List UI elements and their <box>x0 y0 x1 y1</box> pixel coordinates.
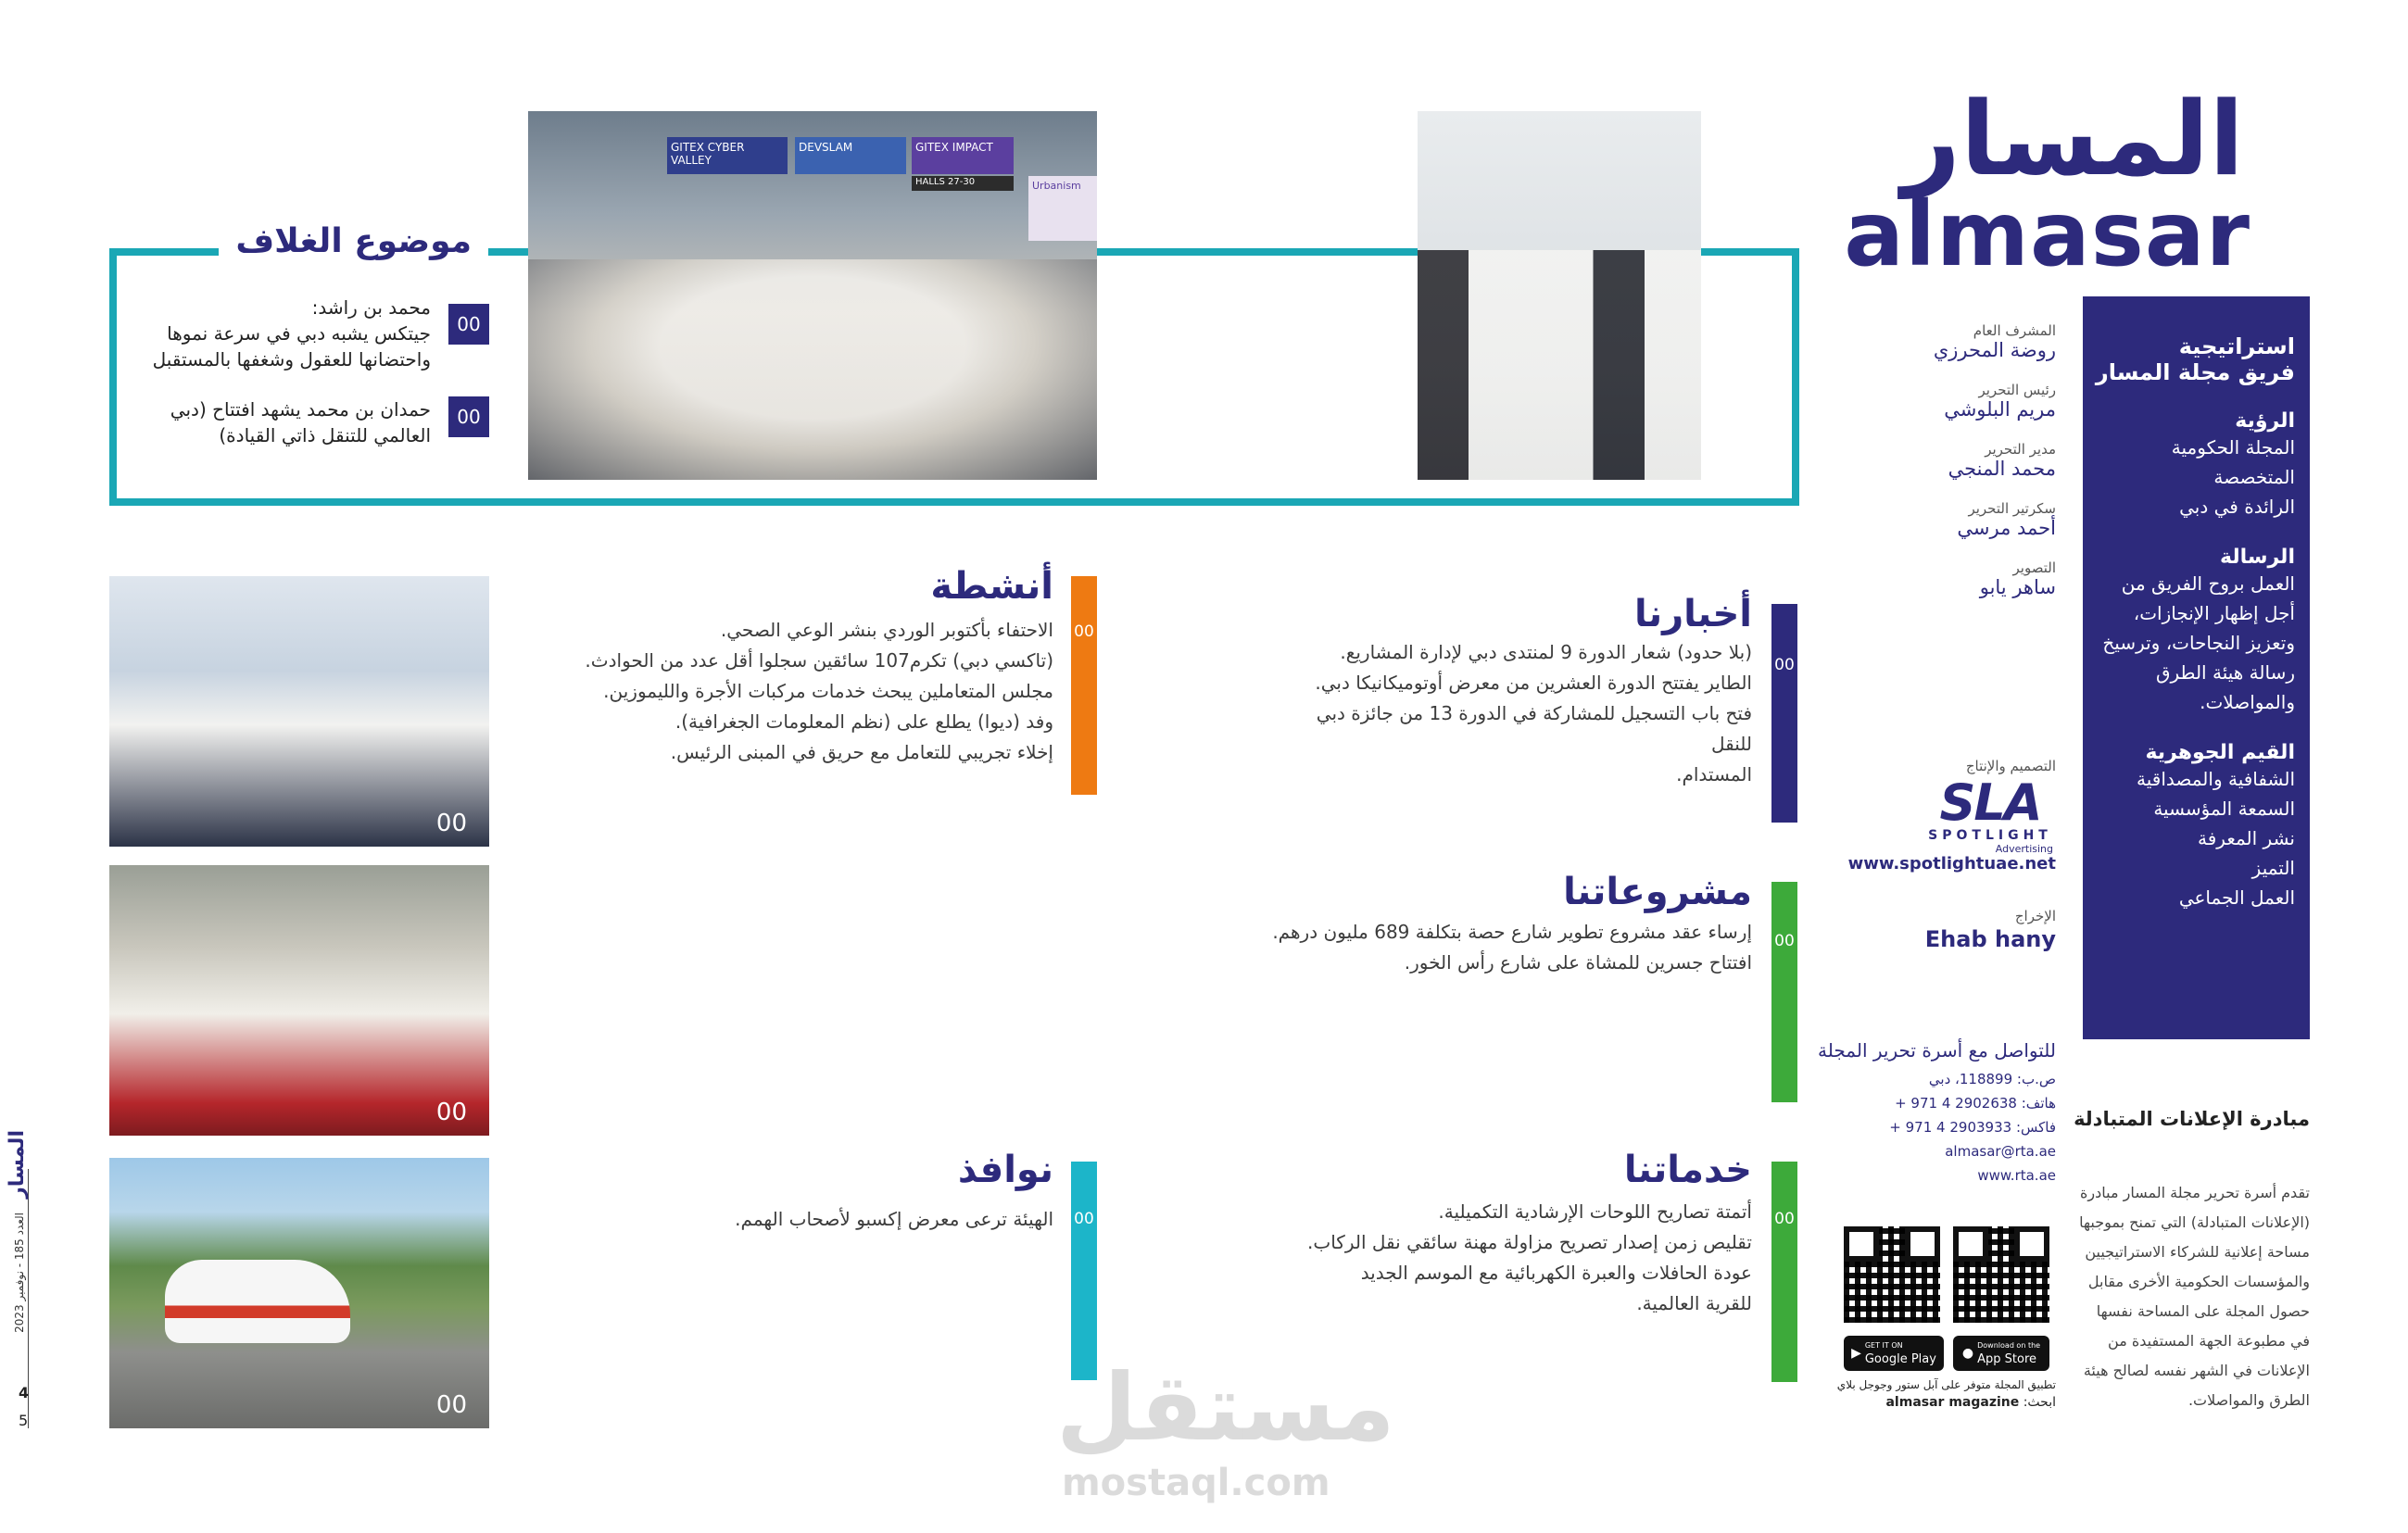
qr-code-google[interactable] <box>1844 1226 1940 1323</box>
values-line: نشر المعرفة <box>2198 827 2295 849</box>
ads-title: مبادرة الإعلانات المتبادلة <box>2074 1108 2310 1130</box>
values-line: العمل الجماعي <box>2178 886 2295 909</box>
mission-title: الرسالة <box>2220 546 2295 569</box>
values-line: السمعة المؤسسية <box>2153 798 2295 820</box>
cover-item-1-text: محمد بن راشد: جيتكس يشبه دبي في سرعة نموها واحتضانها للعقول وشغفها بالمستقبل <box>152 296 431 371</box>
app-store-badge[interactable]: ● Download on the App Store <box>1953 1336 2049 1371</box>
photo-pink-october <box>109 576 489 847</box>
car-shape <box>165 1260 350 1343</box>
vision-line: الرائدة في دبي <box>2179 496 2295 518</box>
khadamatna-bar <box>1771 1162 1797 1382</box>
contact-website[interactable]: www.rta.ae <box>1977 1167 2056 1184</box>
list-item: الطاير يفتتح الدورة العشرين من معرض أوتوميكانيكا دبي. <box>1315 672 1752 694</box>
values-line: التميز <box>2251 857 2295 879</box>
spotlight-logo-sub: Advertising <box>1995 843 2053 855</box>
values-title: القيم الجوهرية <box>2145 741 2295 764</box>
staff-role: مدير التحرير <box>1985 441 2056 458</box>
contact-fax: فاكس: 2903933 4 971 + <box>1889 1119 2056 1136</box>
ceiling-sign-4: HALLS 27-30 <box>912 176 1014 191</box>
mashruatna-title: مشروعاتنا <box>1563 871 1752 913</box>
anshita-bar <box>1071 576 1097 795</box>
masthead-latin: almasar <box>1844 182 2250 286</box>
vision-line: المتخصصة <box>2213 466 2295 488</box>
list-item: مجلس المتعاملين يبحث خدمات مركبات الأجرة والليموزين. <box>603 680 1053 702</box>
cover-photo-gitex <box>528 111 1097 480</box>
watermark-arabic: مستقل <box>1056 1353 1395 1462</box>
values-line: الشفافية والمصداقية <box>2137 768 2295 790</box>
khadamatna-list <box>1270 1197 1752 1319</box>
staff-list <box>1852 322 2056 619</box>
mashruatna-bar <box>1771 882 1797 1102</box>
cover-photo-delegation <box>1418 111 1701 480</box>
contact-lines <box>1889 1067 2056 1187</box>
design-url[interactable]: www.spotlightuae.net <box>1847 854 2056 873</box>
list-item: (تاكسي دبي) تكرم107 سائقين سجلوا أقل عدد من الحوادث. <box>585 649 1053 672</box>
contact-email[interactable]: almasar@rta.ae <box>1945 1143 2056 1160</box>
staff-name: روضة المحرزي <box>1933 339 2056 361</box>
photo-automechanika <box>109 865 489 1136</box>
list-item: المستدام. <box>1676 763 1752 785</box>
list-item: وفد (ديوا) يطلع على (نظم المعلومات الجغرافية). <box>674 710 1053 733</box>
apps-note: تطبيق المجلة متوفر على آبل ستور وجوجل بلاي <box>1836 1378 2056 1391</box>
photo-stamp: 00 <box>435 810 467 837</box>
staff-role: رئيس التحرير <box>1978 382 2056 398</box>
list-item: أتمتة تصاريح اللوحات الإرشادية التكميلية. <box>1438 1200 1752 1223</box>
ads-text: تقدم أسرة تحرير مجلة المسار مبادرة (الإعلانات المتبادلة) التي تمنح بموجبها مساحة إعلانية للشركاء الاستراتيجيين والمؤسسات الحكومية الأخرى مقابل حصول المجلة على المساحة نفسها في مطبوعة الجهة المستفيدة من الإعلانات في الشهر نفسه لصالح هيئة الطرق والمواصلات. <box>2079 1184 2310 1409</box>
staff-role: المشرف العام <box>1973 322 2056 339</box>
list-item: تقليص زمن إصدار تصريح مزاولة مهنة سائقي نقل الركاب. <box>1307 1231 1752 1253</box>
cover-item-1-num: 00 <box>448 304 489 345</box>
anshita-num: 00 <box>1074 622 1094 641</box>
staff-name: مريم البلوشي <box>1944 398 2056 421</box>
mission-line: العمل بروح الفريق من <box>2121 572 2295 595</box>
page-number-4: 4 <box>19 1384 30 1401</box>
staff-name: محمد المنجي <box>1948 458 2056 480</box>
akhbarna-list <box>1270 637 1752 790</box>
apps-search-term: almasar magazine <box>1885 1395 2020 1410</box>
crowd-shape <box>528 259 1097 480</box>
apps-search-label: ابحث: <box>2023 1395 2056 1410</box>
list-item: عودة الحافلات والعبرة الكهربائية مع الموسم الجديد <box>1360 1262 1752 1284</box>
list-item: افتتاح جسرين للمشاة على شارع رأس الخور. <box>1404 951 1752 974</box>
khadamatna-num: 00 <box>1774 1210 1795 1228</box>
cover-item-2-num: 00 <box>448 396 489 437</box>
strategy-box <box>2083 296 2310 1039</box>
spine-text <box>6 1130 29 1371</box>
mission-line: والمواصلات. <box>2200 691 2295 713</box>
cover-item-2-text: حمدان بن محمد يشهد افتتاح (دبي العالمي للتنقل ذاتي القيادة) <box>170 398 431 446</box>
mission-line: أجل إظهار الإنجازات، <box>2133 602 2295 624</box>
group-shape <box>1418 250 1701 480</box>
booth-sign: Urbanism <box>1028 176 1097 241</box>
ceiling-sign-2: DEVSLAM <box>795 137 906 174</box>
photo-autonomous-car <box>109 1158 489 1428</box>
design-label: التصميم والإنتاج <box>1965 758 2056 774</box>
strategy-title-2: فريق مجلة المسار <box>2095 359 2295 385</box>
nawafidh-bar <box>1071 1162 1097 1380</box>
list-item: (بلا حدود) شعار الدورة 9 لمنتدى دبي لإدارة المشاريع. <box>1340 641 1752 663</box>
apple-icon: ● <box>1961 1346 1974 1361</box>
qr-code-apple[interactable] <box>1953 1226 2049 1323</box>
mission-line: رسالة هيئة الطرق <box>2156 661 2295 684</box>
staff-name: أحمد مرسي <box>1957 517 2056 539</box>
nawafidh-list <box>572 1204 1053 1235</box>
spine-name: المسار <box>6 1130 29 1199</box>
photo-stamp: 00 <box>435 1099 467 1126</box>
spotlight-logo <box>1927 773 2053 855</box>
spine-issue: العدد 185 - نوفمبر 2023 <box>13 1212 26 1333</box>
akhbarna-num: 00 <box>1774 656 1795 674</box>
list-item: إخلاء تجريبي للتعامل مع حريق في المبنى الرئيس. <box>670 741 1053 763</box>
play-icon: ▶ <box>1851 1346 1861 1361</box>
contact-title: للتواصل مع أسرة تحرير المجلة <box>1818 1039 2056 1062</box>
strategy-title-1: استراتيجية <box>2178 333 2295 359</box>
akhbarna-bar <box>1771 604 1797 823</box>
apps-search <box>1885 1395 2056 1410</box>
list-item: الهيئة ترعى معرض إكسبو لأصحاب الهمم. <box>735 1208 1053 1230</box>
staff-role: سكرتير التحرير <box>1968 500 2056 517</box>
page-number-5: 5 <box>19 1412 29 1429</box>
spotlight-logo-mark: SLA <box>1939 773 2041 832</box>
vision-line: المجلة الحكومية <box>2171 436 2295 459</box>
mashruatna-list <box>1270 917 1752 978</box>
google-play-badge[interactable]: ▶ GET IT ON Google Play <box>1844 1336 1944 1371</box>
direction-name: Ehab hany <box>1924 926 2056 952</box>
photo-stamp: 00 <box>435 1391 467 1419</box>
list-item: الاحتفاء بأكتوبر الوردي بنشر الوعي الصحي. <box>720 619 1053 641</box>
spotlight-logo-word: SPOTLIGHT <box>1928 828 2052 843</box>
mission-line: وتعزيز النجاحات، وترسيخ <box>2102 632 2295 654</box>
contact-pobox: ص.ب: 118899، دبي <box>1928 1071 2056 1087</box>
staff-name: ساهر يابو <box>1979 576 2056 598</box>
khadamatna-title: خدماتنا <box>1623 1149 1752 1191</box>
watermark-latin: mostaql.com <box>1062 1462 1330 1504</box>
direction-label: الإخراج <box>2014 908 2056 924</box>
nawafidh-title: نوافذ <box>957 1149 1053 1191</box>
list-item: فتح باب التسجيل للمشاركة في الدورة 13 من جائزة دبي للنقل <box>1316 702 1752 755</box>
list-item: إرساء عقد مشروع تطوير شارع حصة بتكلفة 689 مليون درهم. <box>1272 921 1752 943</box>
ceiling-sign-1: GITEX CYBER VALLEY <box>667 137 788 174</box>
staff-role: التصوير <box>2012 559 2056 576</box>
mashruatna-num: 00 <box>1774 932 1795 950</box>
akhbarna-title: أخبارنا <box>1634 593 1752 635</box>
cover-title: موضوع الغلاف <box>219 222 488 260</box>
anshita-title: أنشطة <box>930 565 1053 608</box>
vision-title: الرؤية <box>2235 409 2295 433</box>
ceiling-sign-3: GITEX IMPACT <box>912 137 1014 174</box>
list-item: للقرية العالمية. <box>1636 1292 1752 1314</box>
anshita-list <box>572 615 1053 768</box>
contact-phone: هاتف: 2902638 4 971 + <box>1895 1095 2056 1112</box>
masthead-arabic: المسار <box>1901 80 2244 198</box>
nawafidh-num: 00 <box>1074 1210 1094 1228</box>
